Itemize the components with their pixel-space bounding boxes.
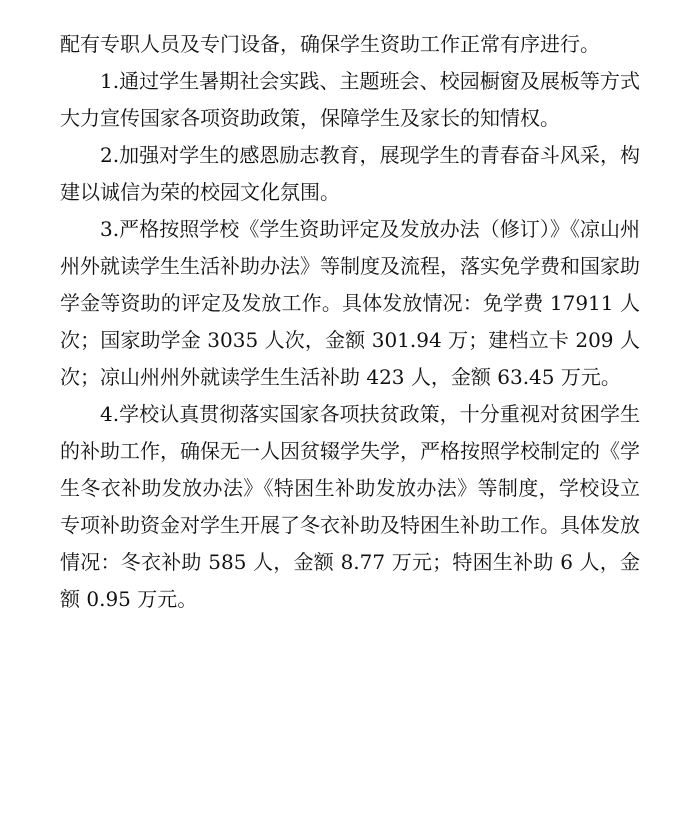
paragraph-item-2: 2.加强对学生的感恩励志教育，展现学生的青春奋斗风采，构建以诚信为荣的校园文化氛围。 [60,143,640,204]
paragraph-item-1: 1.通过学生暑期社会实践、主题班会、校园橱窗及展板等方式大力宣传国家各项资助政策，保障学生及家长的知情权。 [60,69,640,130]
paragraph-item-3: 3.严格按照学校《学生资助评定及发放办法（修订）》《凉山州州外就读学生生活补助办法》等制度及流程，落实免学费和国家助学金等资助的评定及发放工作。具体发放情况：免学费 17911 人次；国家助学金 3035 人次，金额 301.94 万；建档立卡 209 人次；凉山州州外就读学生生活补助 423 人，金额 63.45 万元。 [60,217,640,389]
document-page [60,26,640,618]
paragraph-continuation: 配有专职人员及专门设备，确保学生资助工作正常有序进行。 [60,32,600,56]
paragraph-item-4: 4.学校认真贯彻落实国家各项扶贫政策，十分重视对贫困学生的补助工作，确保无一人因贫辍学失学，严格按照学校制定的《学生冬衣补助发放办法》《特困生补助发放办法》等制度，学校设立专项补助资金对学生开展了冬衣补助及特困生补助工作。具体发放情况：冬衣补助 585 人，金额 8.77 万元；特困生补助 6 人，金额 0.95 万元。 [60,402,640,611]
